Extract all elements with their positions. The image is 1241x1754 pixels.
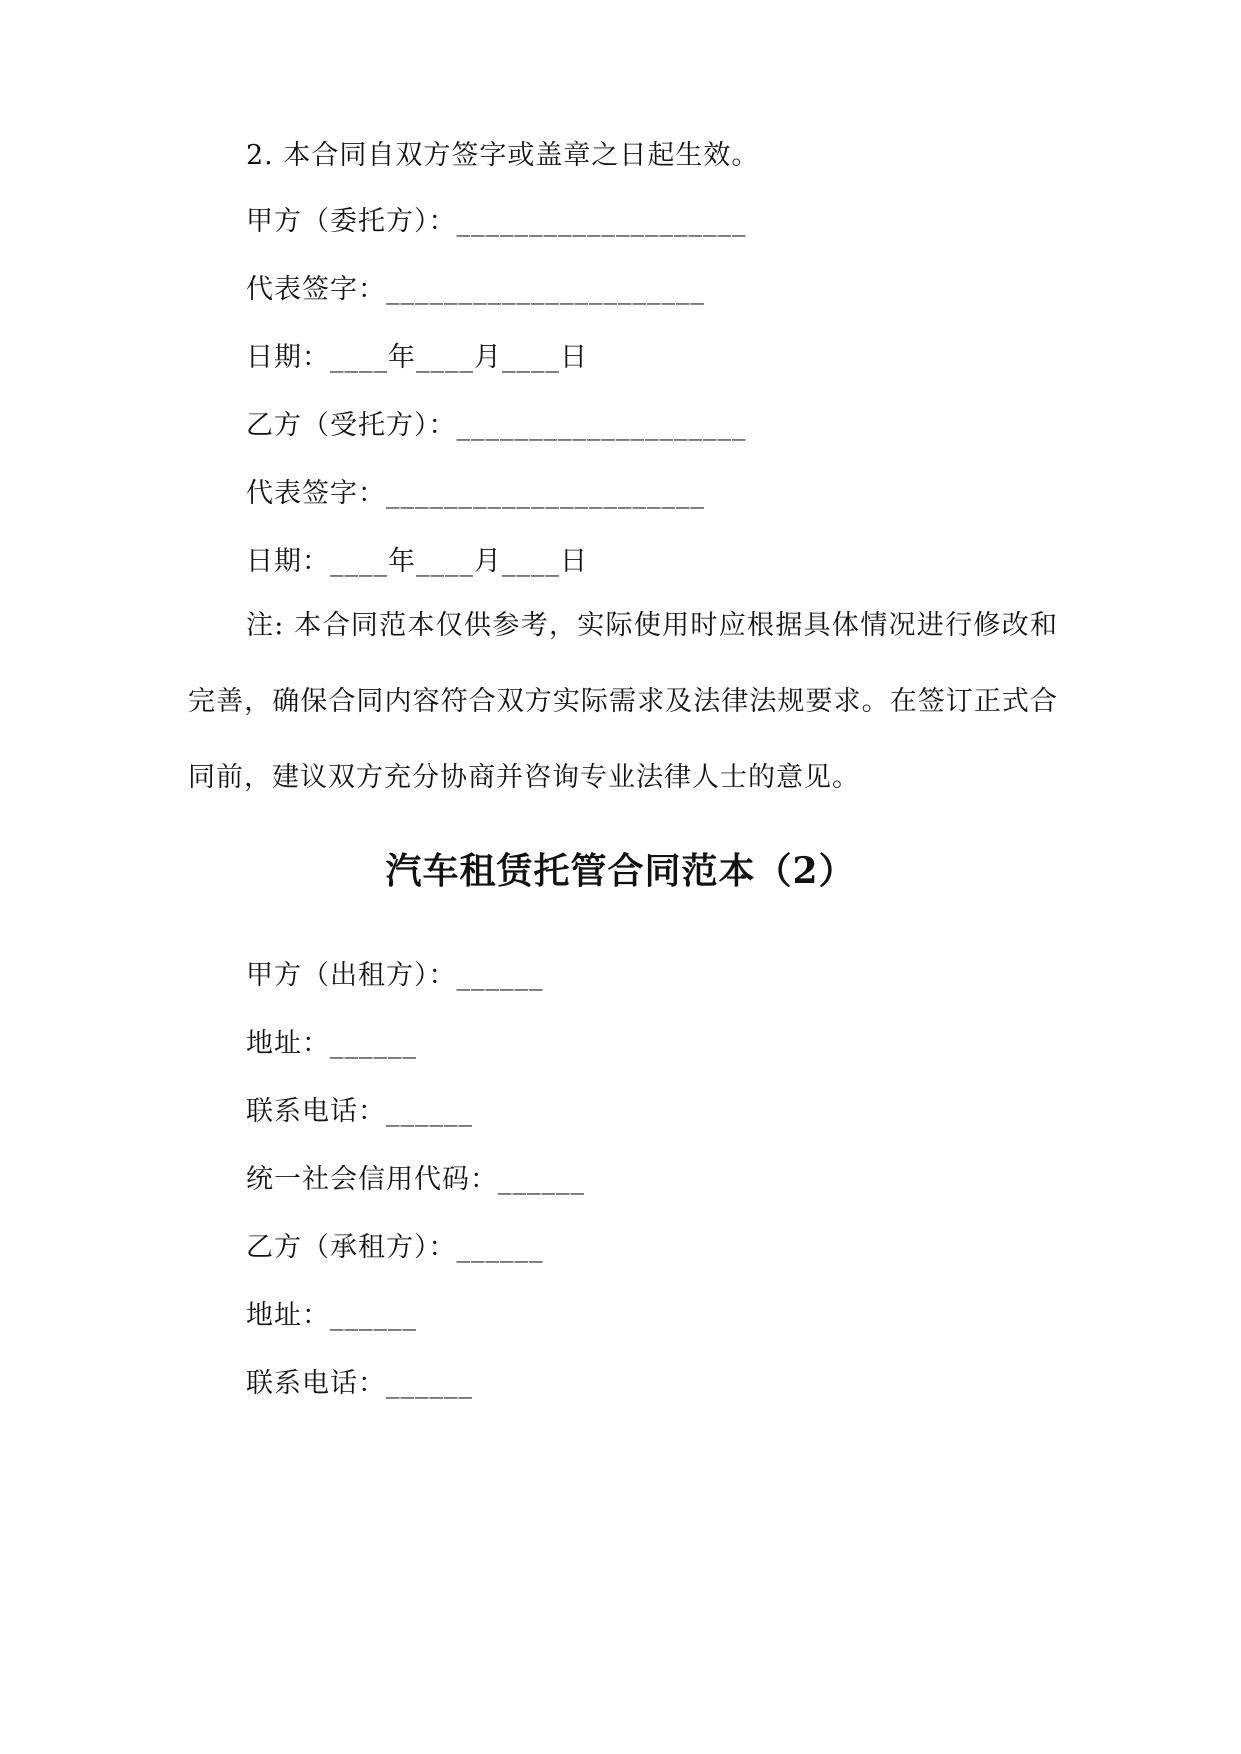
lessee-address: 地址：______: [246, 1300, 417, 1331]
lessee-phone: 联系电话：______: [246, 1368, 473, 1399]
party-b-date: 日期：____年____月____日: [246, 546, 588, 577]
party-a-representative-signature: 代表签字：______________________: [246, 274, 705, 305]
lessor-line: 甲方（出租方）：______: [246, 960, 544, 991]
note-paragraph: 注: 本合同范本仅供参考，实际使用时应根据具体情况进行修改和完善，确保合同内容符合双方实际需求及法律法规要求。在签订正式合同前，建议双方充分协商并咨询专业法律人士的意见。: [188, 610, 1058, 793]
clause-2-effective: 2. 本合同自双方签字或盖章之日起生效。: [246, 140, 760, 171]
party-a-client-line: 甲方（委托方）：____________________: [246, 206, 747, 237]
contract-2-title: 汽车租赁托管合同范本（2）: [385, 850, 856, 892]
party-b-trustee-line: 乙方（受托方）：____________________: [246, 410, 747, 441]
lessor-phone: 联系电话：______: [246, 1096, 473, 1127]
lessor-address: 地址：______: [246, 1028, 417, 1059]
party-a-date: 日期：____年____月____日: [246, 342, 588, 373]
unified-credit-code: 统一社会信用代码：______: [246, 1164, 585, 1195]
party-b-representative-signature: 代表签字：______________________: [246, 478, 705, 509]
lessee-line: 乙方（承租方）：______: [246, 1232, 544, 1263]
